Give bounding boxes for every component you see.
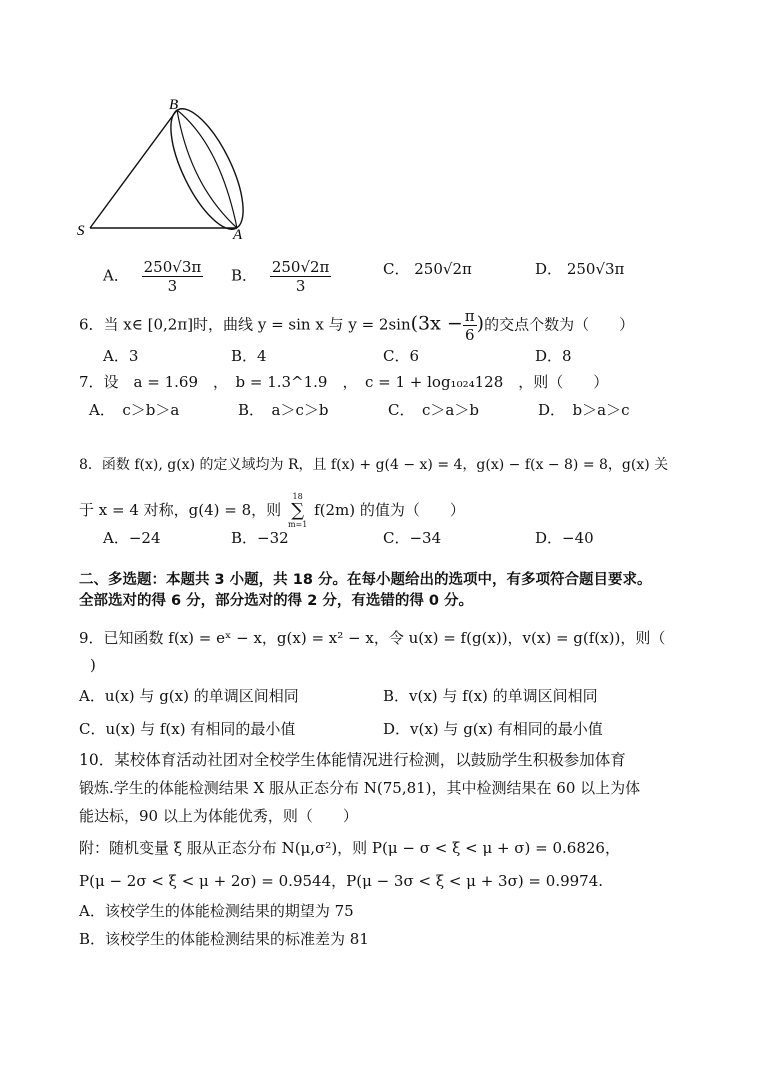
q9-option-a[interactable] (79, 686, 299, 706)
cone-figure (70, 95, 260, 245)
q10-line3: 能达标，90 以上为体能优秀，则（ ） (79, 807, 358, 825)
q5-option-b-num: 250√2π (271, 258, 330, 276)
q5-option-a-letter: A． (103, 266, 129, 285)
section2-header-line1: 二、多选题：本题共 3 小题，共 18 分。在每小题给出的选项中，有多项符合题目要求。 (79, 572, 652, 588)
q6-option-b-text: B．4 (231, 347, 267, 365)
q9-line2: ) (90, 656, 96, 674)
q6-option-c[interactable] (383, 346, 419, 366)
q9-option-d-text: D．v(x) 与 g(x) 有相同的最小值 (383, 720, 603, 738)
q7-option-d-text: D． b＞a＞c (538, 401, 630, 419)
q5-option-a-frac (142, 258, 204, 295)
q6-option-b[interactable] (231, 346, 267, 366)
q7-option-d[interactable] (538, 400, 629, 420)
q10-line2: 锻炼.学生的体能检测结果 X 服从正态分布 N(75,81)，其中检测结果在 60 以上为体 (79, 779, 641, 797)
q10-line1: 10．某校体育活动社团对全校学生体能情况进行检测，以鼓励学生积极参加体育 (79, 751, 626, 769)
q9-option-c-text: C．u(x) 与 f(x) 有相同的最小值 (79, 720, 296, 738)
cone-edge-sb (90, 110, 177, 228)
cone-base-diameter (177, 110, 237, 228)
q8-option-a-text: A．−24 (103, 529, 161, 547)
q8-option-a[interactable] (103, 528, 161, 548)
label-s: S (77, 223, 85, 239)
q9-line1: 9．已知函数 f(x) = eˣ − x，g(x) = x² − x，令 u(x) = f(g(x))，v(x) = g(f(x))，则（ (79, 629, 666, 647)
q6-option-c-text: C．6 (383, 347, 420, 365)
q5-option-b-den: 3 (295, 277, 306, 295)
q5-option-d-letter: D． (535, 260, 563, 278)
label-a: A (233, 227, 243, 243)
q9-option-c[interactable] (79, 719, 295, 739)
q8-sum (288, 492, 307, 530)
q8-sum-top: 18 (292, 492, 303, 501)
q5-option-c[interactable] (383, 259, 472, 279)
q5-option-a[interactable] (103, 258, 203, 295)
q5-option-c-letter: C． (383, 260, 410, 278)
q5-option-d[interactable] (535, 259, 624, 279)
q6-paren-a: (3x − (410, 312, 463, 335)
q7-stem: 7．设 a = 1.69 ， b = 1.3^1.9 ， c = 1 + log₁₀₂₄128 ，则（ ） (79, 373, 609, 391)
q10-line5: P(μ − 2σ < ξ < μ + 2σ) = 0.9544，P(μ − 3σ < ξ < μ + 3σ) = 0.9974. (79, 872, 604, 890)
q6-frac-den: 6 (464, 326, 475, 344)
label-b: B (169, 97, 179, 113)
q5-option-a-num: 250√3π (143, 258, 202, 276)
cone-base-diameter-2 (177, 110, 237, 228)
q9-option-d[interactable] (383, 719, 603, 739)
q6-stem (79, 307, 634, 344)
q8-line1: 8．函数 f(x), g(x) 的定义域均为 R，且 f(x) + g(4 − x) = 4，g(x) − f(x − 8) = 8，g(x) 关 (79, 457, 669, 473)
cone-base-ellipse (156, 99, 257, 239)
q5-option-a-den: 3 (167, 277, 178, 295)
q5-option-b-frac (270, 258, 332, 295)
q6-option-d[interactable] (535, 346, 572, 366)
q8-line2-a: 于 x = 4 对称，g(4) = 8，则 (79, 501, 282, 519)
q8-line2 (79, 492, 465, 530)
q8-sum-sign: ∑ (291, 500, 305, 521)
section2-header-line2: 全部选对的得 6 分，部分选对的得 2 分，有选错的得 0 分。 (79, 593, 474, 609)
q8-option-b[interactable] (231, 528, 289, 548)
q9-option-b-text: B．v(x) 与 f(x) 的单调区间相同 (383, 687, 598, 705)
q8-option-c[interactable] (383, 528, 441, 548)
q5-option-c-value: 250√2π (414, 260, 472, 278)
q6-paren-b: ) (476, 312, 485, 335)
q9-option-a-text: A．u(x) 与 g(x) 的单调区间相同 (79, 687, 299, 705)
q8-option-d-text: D．−40 (535, 529, 594, 547)
q7-option-a-text: A． c＞b＞a (89, 401, 180, 419)
q6-option-a[interactable] (103, 346, 138, 366)
q6-option-a-text: A．3 (103, 347, 139, 365)
q5-option-b[interactable] (231, 258, 331, 295)
q6-option-d-text: D．8 (535, 347, 572, 365)
q6-frac (463, 307, 477, 344)
q6-frac-num: π (464, 307, 475, 325)
q8-line2-b: f(2m) 的值为（ ） (314, 501, 465, 519)
q10-line4: 附：随机变量 ξ 服从正态分布 N(μ,σ²)，则 P(μ − σ < ξ < μ + σ) = 0.6826， (79, 839, 620, 857)
q8-option-d[interactable] (535, 528, 594, 548)
q8-option-b-text: B．−32 (231, 529, 289, 547)
q7-option-a[interactable] (89, 400, 179, 420)
q7-option-c[interactable] (388, 400, 479, 420)
q10-option-b-text: B．该校学生的体能检测结果的标准差为 81 (79, 930, 369, 948)
q6-stem-b: 的交点个数为（ ） (484, 315, 635, 334)
q7-option-b[interactable] (238, 400, 328, 420)
q5-option-b-letter: B． (231, 266, 258, 285)
q5-option-d-value: 250√3π (566, 260, 625, 278)
q7-option-c-text: C． c＞a＞b (388, 401, 479, 419)
q7-option-b-text: B． a＞c＞b (238, 401, 329, 419)
q10-option-b[interactable] (79, 929, 369, 949)
q8-option-c-text: C．−34 (383, 529, 442, 547)
q8-sum-bottom: m=1 (287, 520, 308, 529)
q10-option-a[interactable] (79, 901, 354, 921)
q10-option-a-text: A．该校学生的体能检测结果的期望为 75 (79, 902, 354, 920)
q6-stem-a: 6．当 x∈ [0,2π]时，曲线 y = sin x 与 y = 2sin (79, 315, 411, 334)
q9-option-b[interactable] (383, 686, 598, 706)
